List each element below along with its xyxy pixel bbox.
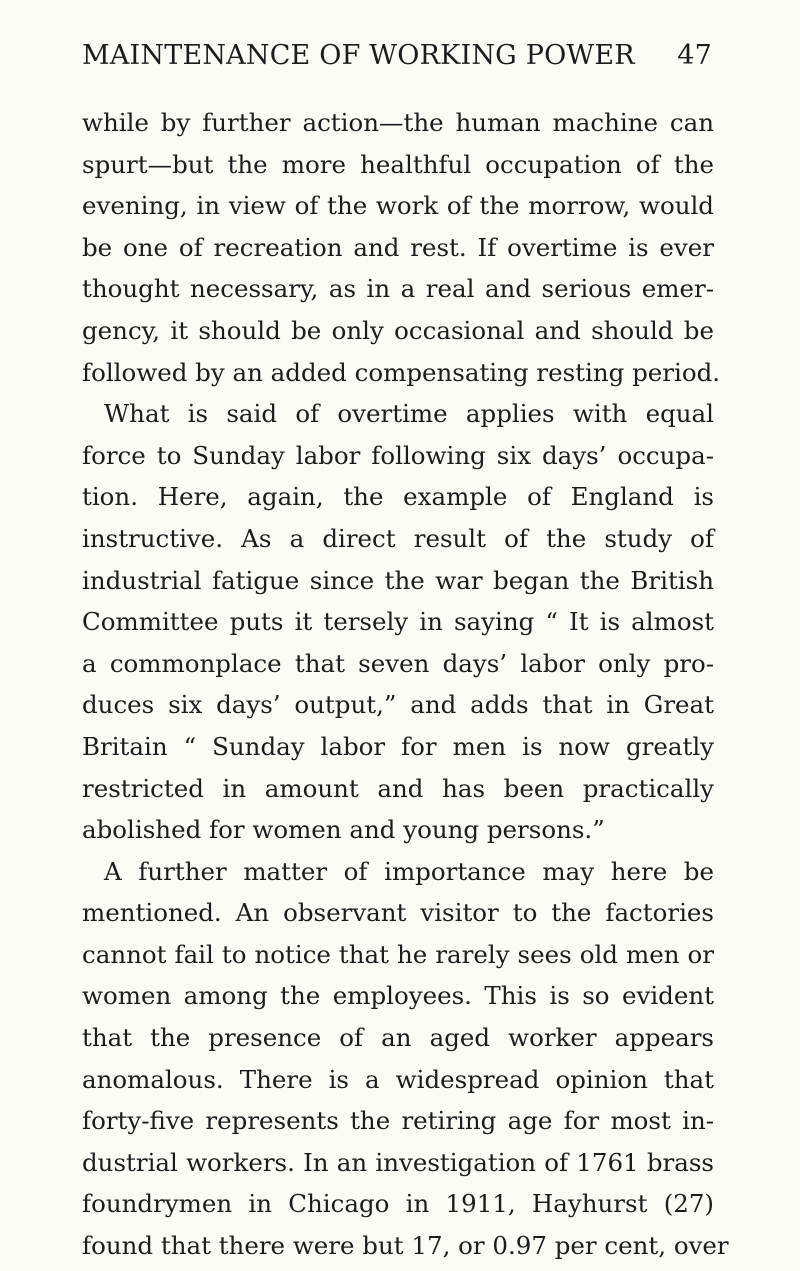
page-number: 47 — [677, 40, 712, 71]
text-line: What is said of overtime applies with equal — [104, 399, 714, 429]
text-line: that the presence of an aged worker appears — [82, 1023, 714, 1053]
text-line: force to Sunday labor following six days’ occupa- — [82, 440, 714, 470]
text-line: a commonplace that seven days’ labor only pro- — [82, 648, 714, 678]
running-head-title: MAINTENANCE OF WORKING POWER — [82, 40, 635, 71]
text-line: spurt—but the more healthful occupation of the — [82, 149, 714, 179]
text-line: forty-five represents the retiring age for most in- — [82, 1106, 714, 1136]
text-line: tion. Here, again, the example of England is — [82, 482, 714, 512]
text-line: abolished for women and young persons.” — [82, 815, 605, 845]
text-line: women among the employees. This is so evident — [82, 981, 714, 1011]
text-line: duces six days’ output,” and adds that in Great — [82, 690, 714, 720]
text-line: industrial fatigue since the war began the British — [82, 565, 714, 595]
text-line: foundrymen in Chicago in 1911, Hayhurst (27) — [82, 1189, 714, 1219]
text-line: mentioned. An observant visitor to the factories — [82, 898, 714, 928]
running-head — [82, 40, 712, 90]
text-line: dustrial workers. In an investigation of 1761 brass — [82, 1147, 714, 1177]
text-line: Britain “ Sunday labor for men is now greatly — [82, 731, 714, 761]
text-line: while by further action—the human machine can — [82, 108, 714, 137]
text-line: Committee puts it tersely in saying “ It is almost — [82, 607, 714, 637]
text-line: gency, it should be only occasional and should be — [82, 315, 714, 345]
text-line: instructive. As a direct result of the study of — [82, 523, 714, 553]
body-text — [82, 102, 729, 1267]
text-line: restricted in amount and has been practically — [82, 773, 714, 803]
text-line: cannot fail to notice that he rarely sees old men or — [82, 939, 714, 969]
text-line: anomalous. There is a widespread opinion that — [82, 1064, 714, 1094]
text-line: evening, in view of the work of the morrow, would — [82, 191, 714, 221]
text-line: be one of recreation and rest. If overtime is ever — [82, 232, 714, 262]
text-line: found that there were but 17, or 0.97 per cent, over — [82, 1231, 729, 1261]
text-line: thought necessary, as in a real and serious emer- — [82, 274, 714, 304]
text-line: A further matter of importance may here be — [104, 856, 714, 886]
text-line: followed by an added compensating resting period. — [82, 357, 721, 387]
